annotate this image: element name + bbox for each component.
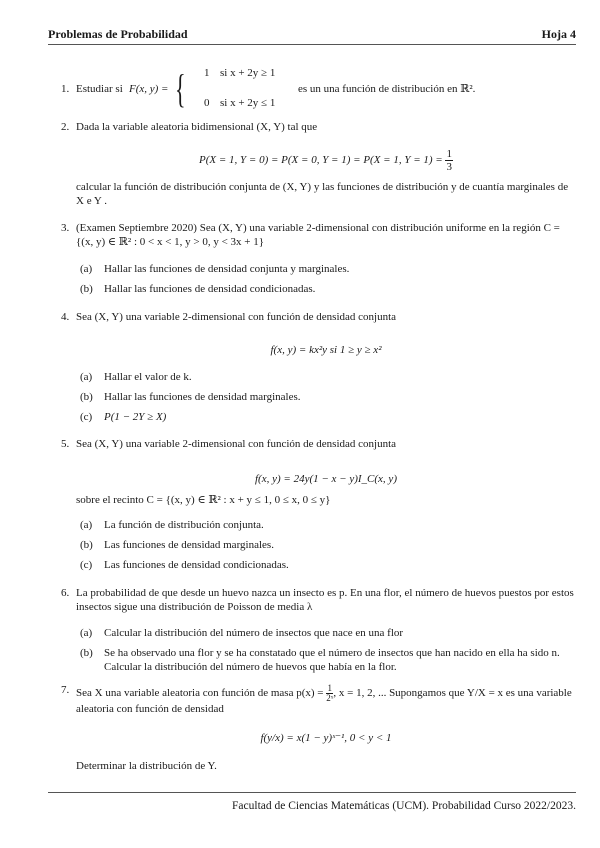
case-2-condition: si x + 2y ≤ 1 (220, 97, 276, 109)
subitem-text: Calcular la distribución del número de insectos que nace en una flor (104, 627, 404, 639)
problem-2 (48, 121, 576, 209)
subitem-label: (b) (80, 391, 93, 403)
case-1-value: 1 (204, 67, 210, 79)
problem-4-equation: f(x, y) = kx²y si 1 ≥ y ≥ x² (270, 344, 382, 356)
subitem-text: Hallar las funciones de densidad conjunta y marginales. (104, 263, 350, 275)
problem-number: 2. (61, 121, 70, 133)
subitem-label: (a) (80, 263, 93, 275)
problem-5 (48, 438, 576, 573)
page-header (48, 28, 576, 42)
problem-7-text-rest: , x = 1, 2, ... Supongamos que Y/X = x es una variable aleatoria con función de densidad (76, 687, 572, 715)
subitem-label: (a) (80, 519, 93, 531)
subitem-label: (b) (80, 539, 93, 551)
problem-7-question: Determinar la distribución de Y. (76, 760, 217, 772)
fraction-denominator: 2ˣ (326, 693, 334, 703)
fraction-denominator: 3 (446, 161, 452, 173)
problem-6 (48, 587, 576, 677)
problem-7-text (76, 684, 576, 717)
subitem-text: Hallar las funciones de densidad condicionadas. (104, 283, 316, 295)
problem-1-lead: Estudiar si (76, 83, 123, 95)
header-rule (48, 44, 576, 45)
page-footer: Facultad de Ciencias Matemáticas (UCM). Probabilidad Curso 2022/2023. (232, 800, 576, 812)
subitem-text: La función de distribución conjunta. (104, 519, 264, 531)
case-1-condition: si x + 2y ≥ 1 (220, 67, 276, 79)
problem-7 (48, 684, 576, 774)
subitem-label: (b) (80, 283, 93, 295)
problem-7-equation: f(y/x) = x(1 − y)ˣ⁻¹, 0 < y < 1 (260, 732, 392, 744)
problem-3-text: (Examen Septiembre 2020) Sea (X, Y) una variable 2-dimensional con distribución uniforme en la región C = {(x, y) ∈ ℝ² : 0 < x < 1, y > 0, y < 3x + 1} (76, 222, 560, 248)
subitem-text: Hallar las funciones de densidad marginales. (104, 391, 301, 403)
subitem-label: (c) (80, 411, 93, 423)
problem-1 (48, 66, 576, 114)
problem-2-equation (76, 148, 576, 173)
problem-number: 5. (61, 438, 70, 450)
problem-6-text: La probabilidad de que desde un huevo nazca un insecto es p. En una flor, el número de huevos puestos por estos insectos sigue una distribución de Poisson de media λ (76, 587, 574, 613)
subitem-text: Las funciones de densidad marginales. (104, 539, 274, 551)
problem-number: 1. (61, 83, 70, 95)
problem-number: 4. (61, 311, 70, 323)
page-title: Problemas de Probabilidad (48, 27, 188, 41)
sheet-label: Hoja 4 (541, 27, 576, 41)
problem-number: 3. (61, 222, 70, 234)
problem-4-text: Sea (X, Y) una variable 2-dimensional con función de densidad conjunta (76, 311, 397, 323)
problem-1-function: F(x, y) = (129, 83, 169, 95)
subitem-text: P(1 − 2Y ≥ X) (104, 411, 167, 423)
case-2-value: 0 (204, 97, 210, 109)
problem-7-text-lead: Sea X una variable aleatoria con función de masa p(x) = (76, 687, 324, 700)
problem-5-equation: f(x, y) = 24y(1 − x − y)I_C(x, y) (255, 473, 397, 485)
equation-left: P(X = 1, Y = 0) = P(X = 0, Y = 1) = P(X = 1, Y = 1) = (199, 154, 443, 167)
fraction-numerator: 1 (446, 148, 452, 160)
problem-1-tail: es un una función de distribución en ℝ². (298, 83, 476, 95)
problem-number: 7. (61, 684, 70, 696)
subitem-label: (c) (80, 559, 93, 571)
problem-2-intro: Dada la variable aleatoria bidimensional (X, Y) tal que (76, 121, 318, 133)
subitem-text: Se ha observado una flor y se ha constatado que el número de insectos que han nacido en ella ha sido n. Calcular la distribución del número de huevos que había en la flor. (104, 647, 560, 673)
cases-brace: { (175, 66, 186, 111)
fraction-numerator: 1 (327, 683, 333, 693)
problem-5-text: Sea (X, Y) una variable 2-dimensional con función de densidad conjunta (76, 438, 397, 450)
subitem-label: (b) (80, 647, 93, 659)
footer-rule (48, 792, 576, 793)
fraction (445, 148, 453, 173)
problem-5-region: sobre el recinto C = {(x, y) ∈ ℝ² : x + y ≤ 1, 0 ≤ x, 0 ≤ y} (76, 494, 331, 506)
problem-number: 6. (61, 587, 70, 599)
subitem-text: Las funciones de densidad condicionadas. (104, 559, 289, 571)
subitem-text: Hallar el valor de k. (104, 371, 192, 383)
problem-3 (48, 222, 576, 300)
problem-4 (48, 311, 576, 426)
subitem-label: (a) (80, 371, 93, 383)
problem-2-text: calcular la función de distribución conjunta de (X, Y) y las funciones de distribución y de cuantía marginales de X e Y . (76, 181, 569, 207)
subitem-label: (a) (80, 627, 93, 639)
